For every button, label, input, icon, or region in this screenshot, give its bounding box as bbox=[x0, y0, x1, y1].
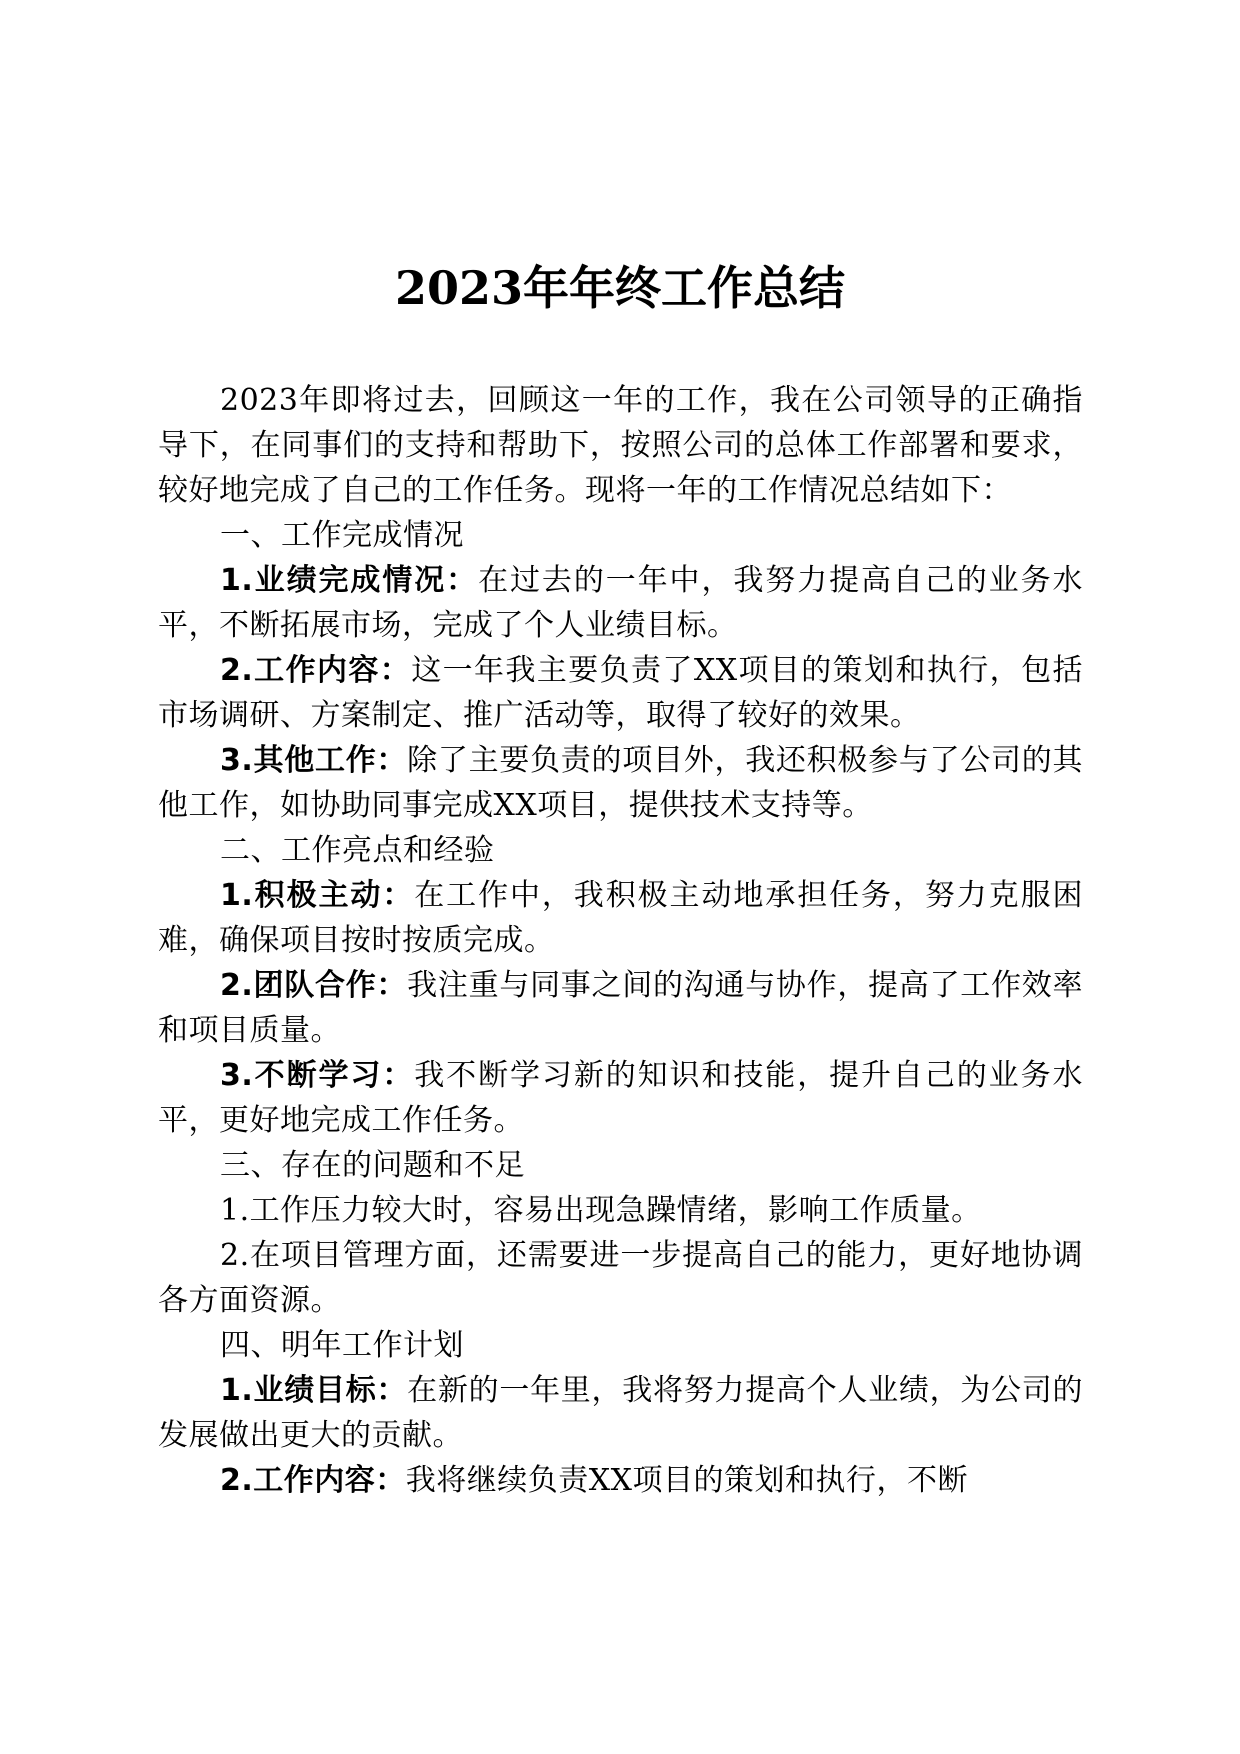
item-text: 除了主要负责的项目外，我还积极参与了公司的其他工作，如协助同事完成XX项目，提供技术支持等。 bbox=[158, 743, 1083, 823]
item-lead: 1.积极主动： bbox=[220, 878, 415, 913]
section-2-item-1 bbox=[158, 873, 1083, 963]
document-body bbox=[158, 378, 1083, 1503]
section-1-item-1 bbox=[158, 558, 1083, 648]
item-text: 我将继续负责XX项目的策划和执行，不断 bbox=[405, 1463, 968, 1498]
section-3-item-2: 2.在项目管理方面，还需要进一步提高自己的能力，更好地协调各方面资源。 bbox=[158, 1238, 1083, 1318]
section-1-item-3 bbox=[158, 738, 1083, 828]
item-lead: 2.工作内容： bbox=[220, 653, 412, 688]
document-title: 2023年年终工作总结 bbox=[394, 261, 846, 315]
section-3-heading: 三、存在的问题和不足 bbox=[220, 1148, 525, 1183]
item-text: 我注重与同事之间的沟通与协作，提高了工作效率和项目质量。 bbox=[158, 968, 1083, 1048]
item-text: 这一年我主要负责了XX项目的策划和执行，包括市场调研、方案制定、推广活动等，取得了较好的效果。 bbox=[158, 653, 1083, 733]
section-4-heading: 四、明年工作计划 bbox=[220, 1328, 464, 1363]
item-text: 在新的一年里，我将努力提高个人业绩，为公司的发展做出更大的贡献。 bbox=[158, 1373, 1083, 1453]
item-lead: 1.业绩完成情况： bbox=[220, 563, 479, 598]
section-3-item-1: 1.工作压力较大时，容易出现急躁情绪，影响工作质量。 bbox=[220, 1193, 982, 1228]
item-lead: 1.业绩目标： bbox=[220, 1373, 408, 1408]
intro-paragraph: 2023年即将过去，回顾这一年的工作，我在公司领导的正确指导下，在同事们的支持和帮助下，按照公司的总体工作部署和要求，较好地完成了自己的工作任务。现将一年的工作情况总结如下： bbox=[158, 383, 1083, 508]
item-lead: 3.不断学习： bbox=[220, 1058, 415, 1093]
item-lead: 3.其他工作： bbox=[220, 743, 408, 778]
item-text: 在过去的一年中，我努力提高自己的业务水平，不断拓展市场，完成了个人业绩目标。 bbox=[158, 563, 1083, 643]
item-lead: 2.工作内容： bbox=[220, 1463, 406, 1498]
section-4-item-2 bbox=[158, 1458, 1083, 1503]
section-2-item-3 bbox=[158, 1053, 1083, 1143]
section-1-heading: 一、工作完成情况 bbox=[220, 518, 464, 553]
section-1-item-2 bbox=[158, 648, 1083, 738]
section-4-item-1 bbox=[158, 1368, 1083, 1458]
item-text: 我不断学习新的知识和技能，提升自己的业务水平，更好地完成工作任务。 bbox=[158, 1058, 1083, 1138]
section-2-item-2 bbox=[158, 963, 1083, 1053]
item-text: 在工作中，我积极主动地承担任务，努力克服困难，确保项目按时按质完成。 bbox=[158, 878, 1083, 958]
item-lead: 2.团队合作： bbox=[220, 968, 408, 1003]
section-2-heading: 二、工作亮点和经验 bbox=[220, 833, 495, 868]
